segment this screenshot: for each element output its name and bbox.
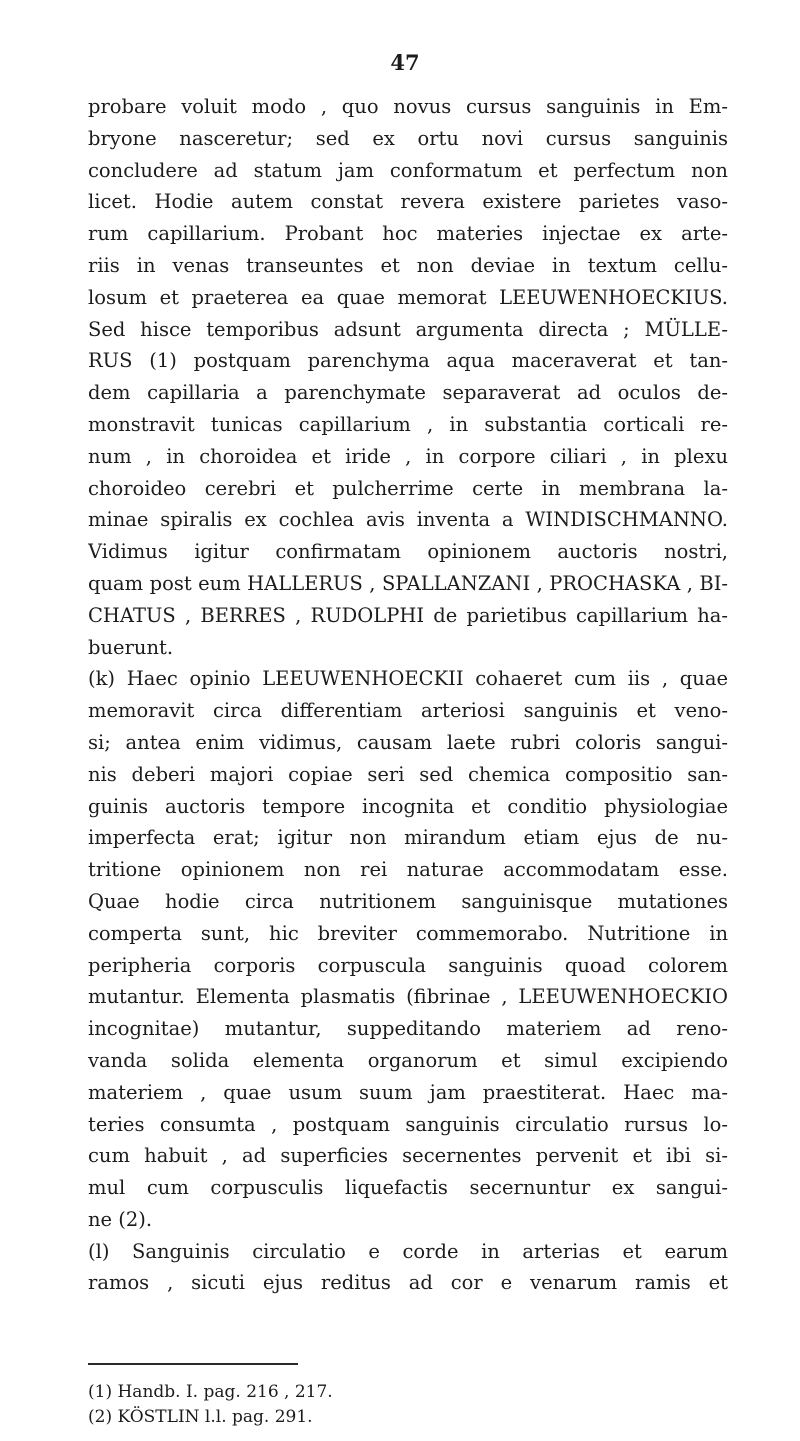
text-line: Quae hodie circa nutritionem sanguinisque mutationes <box>88 889 728 913</box>
text-line: CHATUS , BERRES , RUDOLPHI de parietibus capillarium ha- <box>88 603 728 627</box>
text-line: imperfecta erat; igitur non mirandum etiam ejus de nu- <box>88 826 728 850</box>
text-line: materiem , quae usum suum jam praestiterat. Haec ma- <box>88 1080 728 1104</box>
text-line: num , in choroidea et iride , in corpore ciliari , in plexu <box>88 444 728 468</box>
text-line: si; antea enim vidimus, causam laete rubri coloris sangui- <box>88 730 728 754</box>
text-line: Sed hisce temporibus adsunt argumenta directa ; MÜLLE- <box>88 317 728 341</box>
text-line: minae spiralis ex cochlea avis inventa a WINDISCHMANNO. <box>88 508 728 532</box>
footnotes <box>88 1380 728 1430</box>
page-number: 47 <box>390 50 420 75</box>
text-line: probare voluit modo , quo novus cursus sanguinis in Em- <box>88 95 728 118</box>
text-line: concludere ad statum jam conformatum et perfectum non <box>88 158 728 182</box>
footnote: (1) Handb. I. pag. 216 , 217. <box>88 1382 333 1402</box>
text-line: Vidimus igitur confirmatam opinionem auctoris nostri, <box>88 540 728 564</box>
text-line: mutantur. Elementa plasmatis (fibrinae , LEEUWENHOECKIO <box>88 985 728 1009</box>
text-line: tritione opinionem non rei naturae accommodatam esse. <box>88 858 728 882</box>
text-line: quam post eum HALLERUS , SPALLANZANI , PROCHASKA , BI- <box>88 571 728 595</box>
text-line: incognitae) mutantur, suppeditando materiem ad reno- <box>88 1017 728 1041</box>
text-line: buerunt. <box>88 635 174 659</box>
main-text <box>88 91 728 1299</box>
footnote-divider <box>88 1363 298 1365</box>
text-line: ne (2). <box>88 1207 153 1231</box>
text-line: memoravit circa differentiam arteriosi sanguinis et veno- <box>88 699 728 723</box>
text-line: mul cum corpusculis liquefactis secernuntur ex sangui- <box>88 1176 728 1200</box>
text-line: comperta sunt, hic breviter commemorabo. Nutritione in <box>88 921 728 945</box>
text-line: guinis auctoris tempore incognita et conditio physiologiae <box>88 794 728 818</box>
text-line: riis in venas transeuntes et non deviae in textum cellu- <box>88 253 728 277</box>
text-line: cum habuit , ad superficies secernentes pervenit et ibi si- <box>88 1144 728 1168</box>
text-line: monstravit tunicas capillarium , in substantia corticali re- <box>88 412 728 436</box>
text-line: vanda solida elementa organorum et simul excipiendo <box>88 1048 728 1072</box>
text-line: teries consumta , postquam sanguinis circulatio rursus lo- <box>88 1112 728 1136</box>
text-line: choroideo cerebri et pulcherrime certe in membrana la- <box>88 476 728 500</box>
text-line: (l) Sanguinis circulatio e corde in arterias et earum <box>88 1239 728 1263</box>
text-line: ramos , sicuti ejus reditus ad cor e venarum ramis et <box>88 1271 728 1295</box>
footnote: (2) KÖSTLIN l.l. pag. 291. <box>88 1407 313 1427</box>
text-line: nis deberi majori copiae seri sed chemica compositio san- <box>88 762 728 786</box>
text-line: rum capillarium. Probant hoc materies injectae ex arte- <box>88 222 728 246</box>
text-line: losum et praeterea ea quae memorat LEEUWENHOECKIUS. <box>88 285 728 309</box>
text-line: (k) Haec opinio LEEUWENHOECKII cohaeret cum iis , quae <box>88 667 728 691</box>
text-line: licet. Hodie autem constat revera existere parietes vaso- <box>88 190 728 214</box>
text-line: peripheria corporis corpuscula sanguinis quoad colorem <box>88 953 728 977</box>
text-line: dem capillaria a parenchymate separaverat ad oculos de- <box>88 381 728 405</box>
text-line: RUS (1) postquam parenchyma aqua maceraverat et tan- <box>88 349 728 373</box>
text-line: bryone nasceretur; sed ex ortu novi cursus sanguinis <box>88 126 728 150</box>
